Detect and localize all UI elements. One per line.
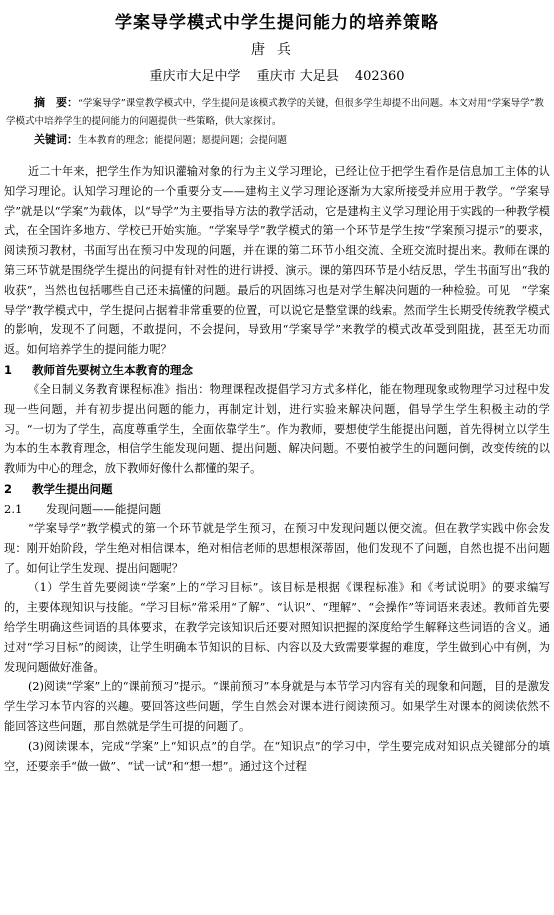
affiliation	[0, 65, 554, 84]
paragraph-point-1: （1）学生首先要阅读“学案”上的“学习目标”。该目标是根据《课程标准》和《考试说明》的要求编写的，主要体现知识与技能。“学习目标”常采用“了解”、“认识”、“理解”、“会操作”等词语来表述。教师首先要给学生明确这些词语的具体要求，在教学完该知识后还要对照知识把握的深度给学生解释这些词语的含义。通过对“学习目标”的阅读，让学生明确本节知识的目标、内容以及大致需要掌握的难度，学生做到心中有例，为发现问题做好准备。	[4, 581, 550, 674]
section-number: 2	[4, 481, 13, 496]
intro-paragraph: 近二十年来，把学生作为知识灌输对象的行为主义学习理论，已经让位于把学生看作是信息加工主体的认知学习理论。认知学习理论的一个重要分支——建构主义学习理论逐渐为大家所接受并应用于教学。“学案导学”就是以“学案”为载体，以“导学”为主要指导方法的教学活动，它是建构主义学习理论用于实践的一种教学模式，在全国许多地方、学校已开始实施。“学案导学”教学模式的第一个环节是学生按“学案预习提示”的要求，阅读预习教材，书面写出在预习中发现的问题，并在课的第二环节小组交流、全班交流时提出来。教师在课的第三环节就是围绕学生提出的问提有针对性的进行讲授、演示。课的第四环节是小结反思，学生书面写出“我的收获”，当然也包括哪些自己还未搞懂的问题。最后的巩固练习也是对学生解决问题的一种检验。可见 “学案导学”教学模式中，学生提问占据着非常重要的位置，可以说它是整堂课的线索。然而学生长期受传统教学模式的影响，发现不了问题，不敢提问，不会提问，导致用“学案导学”来教学的模式改革受到阻拢，甚至无功而返。如何培养学生的提问能力呢？	[4, 165, 550, 357]
paper-title: 学案导学模式中学生提问能力的培养策略	[115, 13, 439, 33]
affiliation-postcode: 402360	[354, 69, 405, 84]
subsection-heading-2-1	[4, 499, 550, 519]
section-heading-1	[4, 360, 550, 380]
keywords	[34, 131, 548, 150]
paragraph-point-3: (3)阅读课本，完成“学案”上“知识点”的自学。在“知识点”的学习中，学生要完成对知识点关键部分的填空，还要亲手“做一做”、“试一试”和“想一想”。通过这个过程	[4, 739, 550, 773]
affiliation-city: 重庆市 大足县	[256, 69, 339, 84]
section-heading-2	[4, 479, 550, 499]
section-title: 教师首先要树立生本教育的理念	[32, 362, 193, 377]
section-number: 1	[4, 362, 13, 377]
affiliation-school: 重庆市大足中学	[149, 69, 241, 84]
author-name: 唐兵	[251, 42, 303, 58]
keywords-label: 关键词：	[34, 133, 78, 146]
keywords-text: 生本教育的理念；能提问题；愿提问题；会提问题	[78, 135, 288, 146]
abstract-label: 摘 要：	[34, 96, 78, 109]
paragraph-point-2: (2)阅读“学案”上的“课前预习”提示。“课前预习”本身就是与本节学习内容有关的现象和问题，目的是激发学生学习本节内容的兴趣。要回答这些问题，学生自然会对课本进行阅读预习。如果学生对课本的阅读依然不能回答这些问题，那自然就是学生可提的问题了。	[4, 680, 550, 733]
abstract-text: “学案导学”课堂教学模式中，学生提问是该模式教学的关键，但很多学生却提不出问题。本文对用“学案导学”教学模式中培养学生的提问能力的问题提供一些策略，供大家探讨。	[6, 98, 544, 127]
abstract	[6, 94, 548, 131]
section-1-paragraph: 《全日制义务教育课程标准》指出：物理课程改提倡学习方式多样化，能在物理现象或物理学习过程中发现一些问题，并有初步提出问题的能力，再制定计划，进行实验来解决问题，倡导学生学生积极主动的学习。“一切为了学生，高度尊重学生，全面依靠学生”。作为教师，要想使学生能提出问题，首先得树立以学生为本的生本教育理念，相信学生能发现问题、提出问题、解决问题。不要怕被学生的问题问倒，改变传统的以教师为中心的理念，放下教师好像什么都懂的架子。	[4, 382, 550, 476]
subsection-2-1-paragraph: “学案导学”教学模式的第一个环节就是学生预习，在预习中发现问题以便交流。但在教学实践中你会发现：刚开始阶段，学生绝对相信课本，绝对相信老师的思想根深蒂固，他们发现不了问题，自然也提不出问题了。如何让学生发现、提出问题呢？	[4, 521, 550, 575]
subsection-title: 发现问题——能提问题	[46, 501, 161, 516]
section-title: 教学生提出问题	[32, 481, 113, 496]
subsection-number: 2.1	[4, 501, 23, 516]
